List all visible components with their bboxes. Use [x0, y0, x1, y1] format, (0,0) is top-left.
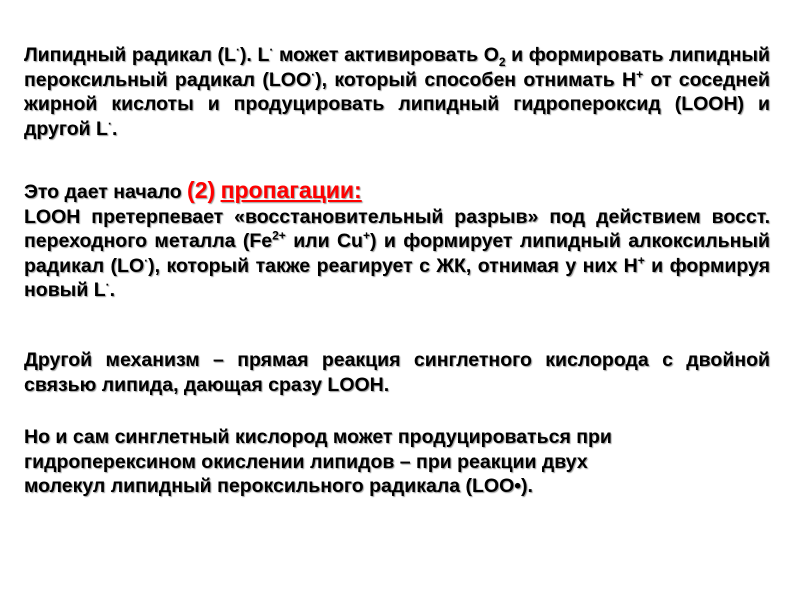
text-segment: и формировать липидный пероксильный радикал (LOO	[24, 44, 770, 91]
radical-dot: ·	[235, 42, 240, 57]
superscript-charge: +	[362, 228, 370, 243]
text-segment: и формируя новый L	[24, 254, 770, 301]
radical-dot: ·	[107, 116, 112, 130]
radical-dot: ·	[269, 42, 274, 57]
radical-dot: ·	[144, 253, 149, 267]
radical-dot: ·	[311, 67, 316, 81]
radical-dot: ·	[105, 277, 110, 292]
paragraph-lipid-radical	[24, 43, 770, 141]
stage-term: пропагации:	[220, 177, 362, 203]
paragraph-propagation	[24, 178, 770, 303]
superscript-charge: 2+	[272, 228, 286, 243]
text-line: молекул липидный пероксильного радикала (LOO•).	[24, 475, 533, 497]
heading-intro: Это дает начало	[24, 181, 188, 203]
text-line: Но и сам синглетный кислород может продуцироваться при	[24, 426, 612, 448]
propagation-body	[24, 205, 770, 303]
text-segment: ), который способен отнимать H	[315, 68, 637, 91]
text-segment: .	[109, 279, 116, 301]
stage-number: (2)	[187, 177, 216, 203]
subscript-2: 2	[498, 54, 506, 69]
text-segment: Липидный радикал (L	[24, 44, 236, 66]
text-segment: от соседней жирной кислоты и продуцировать липидный гидропероксид (LOOH) и другой L	[24, 68, 770, 140]
text-segment: .	[111, 117, 118, 140]
text-segment: ). L	[239, 44, 270, 66]
text-segment: ) и формирует липидный алкоксильный радикал (LO	[24, 230, 770, 277]
propagation-heading	[24, 178, 770, 205]
paragraph-singlet-production	[24, 425, 714, 499]
text-segment: может активировать O	[273, 44, 499, 66]
superscript-plus: +	[636, 67, 644, 81]
text-segment: Другой механизм – прямая реакция синглетного кислорода с двойной связью липида, дающая сразу LOOH.	[24, 349, 770, 396]
text-line: гидроперексином окислении липидов – при реакции двух	[24, 450, 588, 473]
text-segment: ), который также реагирует с ЖК, отнимая у них H	[148, 254, 638, 277]
text-segment: или Cu	[285, 230, 363, 252]
superscript-plus: +	[637, 253, 645, 267]
paragraph-singlet-oxygen	[24, 348, 770, 397]
text-segment: LOOH претерпевает «восстановительный разрыв» под действием восст. переходного металла (Fe	[24, 205, 770, 252]
